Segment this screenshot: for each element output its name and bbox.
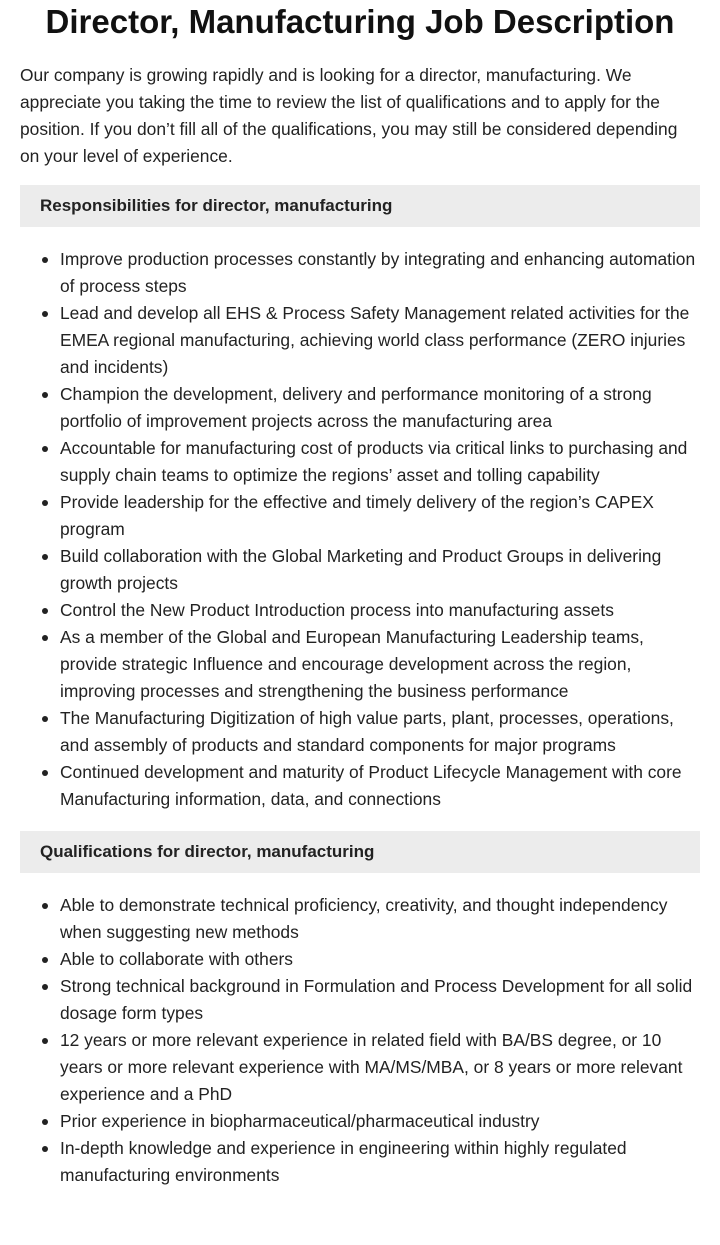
list-item: Able to collaborate with others	[60, 946, 700, 973]
list-item: Prior experience in biopharmaceutical/pharmaceutical industry	[60, 1108, 700, 1135]
list-item: The Manufacturing Digitization of high value parts, plant, processes, operations, and assembly of products and standard components for major programs	[60, 705, 700, 759]
list-item: Control the New Product Introduction process into manufacturing assets	[60, 597, 700, 624]
qualifications-list	[20, 892, 700, 1189]
list-item: Able to demonstrate technical proficiency, creativity, and thought independency when suggesting new methods	[60, 892, 700, 946]
list-item: Continued development and maturity of Product Lifecycle Management with core Manufacturing information, data, and connections	[60, 759, 700, 813]
spacer	[20, 813, 700, 831]
list-item: Build collaboration with the Global Marketing and Product Groups in delivering growth projects	[60, 543, 700, 597]
list-item: As a member of the Global and European Manufacturing Leadership teams, provide strategic Influence and encourage development across the region, improving processes and strengthening the business performance	[60, 624, 700, 705]
list-item: Lead and develop all EHS & Process Safety Management related activities for the EMEA regional manufacturing, achieving world class performance (ZERO injuries and incidents)	[60, 300, 700, 381]
page-title: Director, Manufacturing Job Description	[45, 3, 675, 40]
qualifications-heading: Qualifications for director, manufacturing	[20, 831, 700, 873]
list-item: Improve production processes constantly by integrating and enhancing automation of process steps	[60, 246, 700, 300]
list-item: Strong technical background in Formulation and Process Development for all solid dosage form types	[60, 973, 700, 1027]
list-item: Provide leadership for the effective and timely delivery of the region’s CAPEX program	[60, 489, 700, 543]
list-item: Accountable for manufacturing cost of products via critical links to purchasing and supply chain teams to optimize the regions’ asset and tolling capability	[60, 435, 700, 489]
list-item: Champion the development, delivery and performance monitoring of a strong portfolio of improvement projects across the manufacturing area	[60, 381, 700, 435]
responsibilities-list	[20, 246, 700, 813]
responsibilities-heading: Responsibilities for director, manufacturing	[20, 185, 700, 227]
list-item: In-depth knowledge and experience in engineering within highly regulated manufacturing environments	[60, 1135, 700, 1189]
list-item: 12 years or more relevant experience in related field with BA/BS degree, or 10 years or more relevant experience with MA/MS/MBA, or 8 years or more relevant experience and a PhD	[60, 1027, 700, 1108]
intro-paragraph: Our company is growing rapidly and is looking for a director, manufacturing. We appreciate you taking the time to review the list of qualifications and to apply for the position. If you don’t fill all of the qualifications, you may still be considered depending on your level of experience.	[20, 65, 678, 166]
